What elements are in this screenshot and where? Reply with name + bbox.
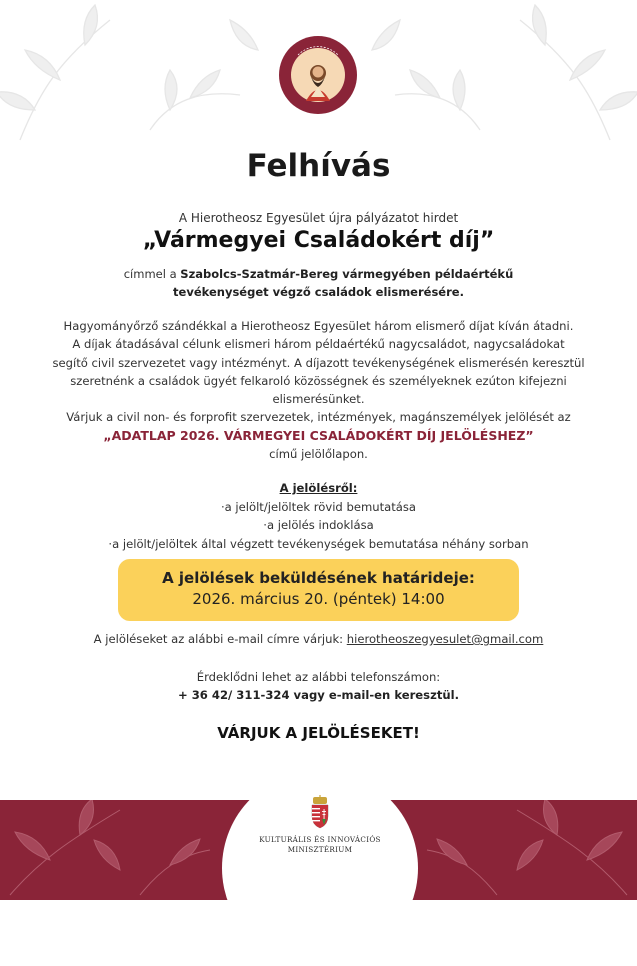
subtitle-line2: tevékenységet végző családok elismerésére. [173, 285, 464, 299]
deadline-title: A jelölések beküldésének határideje: [162, 569, 475, 587]
page-title: Felhívás [246, 148, 391, 184]
nomination-item: ·a jelölt/jelöltek rövid bemutatása [220, 499, 417, 514]
subtitle-prefix: címmel a [123, 267, 181, 281]
form-reference: „ADATLAP 2026. VÁRMEGYEI CSALÁDOKÉRT DÍJ JELÖLÉSHEZ” [103, 427, 534, 443]
body-line: című jelölőlapon. [269, 447, 368, 462]
body-line: Hagyományőrző szándékkal a Hierotheosz Egyesület három elismerő díjat kíván átadni. [63, 319, 574, 333]
phone-section [40, 668, 597, 704]
email-line [40, 632, 597, 646]
nominations-section [40, 479, 597, 553]
body-line: elismerésünket. [272, 392, 365, 407]
body-text [40, 317, 597, 463]
nomination-item: ·a jelölt/jelöltek által végzett tevékenységek bemutatása néhány sorban [108, 536, 529, 551]
body-line: segítő civil szervezetet vagy intézményt. A díjazott tevékenységének elismerésén keresztül [52, 355, 585, 370]
deadline-box [118, 559, 519, 621]
hungarian-coat-of-arms-icon [309, 795, 331, 829]
intro-text: A Hierotheosz Egyesület újra pályázatot hirdet [178, 211, 459, 225]
subtitle-bold: Szabolcs-Szatmár-Bereg vármegyében példaértékű [180, 267, 514, 281]
body-line: A díjak átadásával célunk elismeri három példaértékű nagycsaládot, nagycsaládokat [72, 337, 565, 352]
body-line: Várjuk a civil non- és forprofit szervezetek, intézmények, magánszemélyek jelölését az [66, 410, 571, 425]
nomination-item: ·a jelölés indoklása [263, 518, 374, 532]
deadline-date: 2026. március 20. (péntek) 14:00 [192, 590, 445, 608]
ministry-name-line1: KULTURÁLIS ÉS INNOVÁCIÓS [259, 835, 381, 844]
ministry-logo [222, 795, 418, 854]
phone-intro: Érdeklődni lehet az alábbi telefonszámon: [196, 670, 441, 684]
phone-number: + 36 42/ 311-324 vagy e-mail-en keresztül. [177, 688, 459, 702]
subtitle [40, 265, 597, 301]
body-line: szeretnénk a családok ügyét felkaroló közösségnek és személyeknek ezúton kifejezni [70, 373, 567, 388]
email-link[interactable]: hierotheoszegyesulet@gmail.com [346, 632, 544, 646]
association-logo [278, 35, 358, 115]
award-name: „Vármegyei Családokért díj” [142, 228, 495, 253]
email-intro: A jelöléseket az alábbi e-mail címre várjuk: [93, 632, 347, 646]
final-call: VÁRJUK A JELÖLÉSEKET! [217, 724, 420, 742]
nominations-heading: A jelölésről: [279, 481, 358, 495]
ministry-name-line2: MINISZTÉRIUM [287, 844, 353, 854]
